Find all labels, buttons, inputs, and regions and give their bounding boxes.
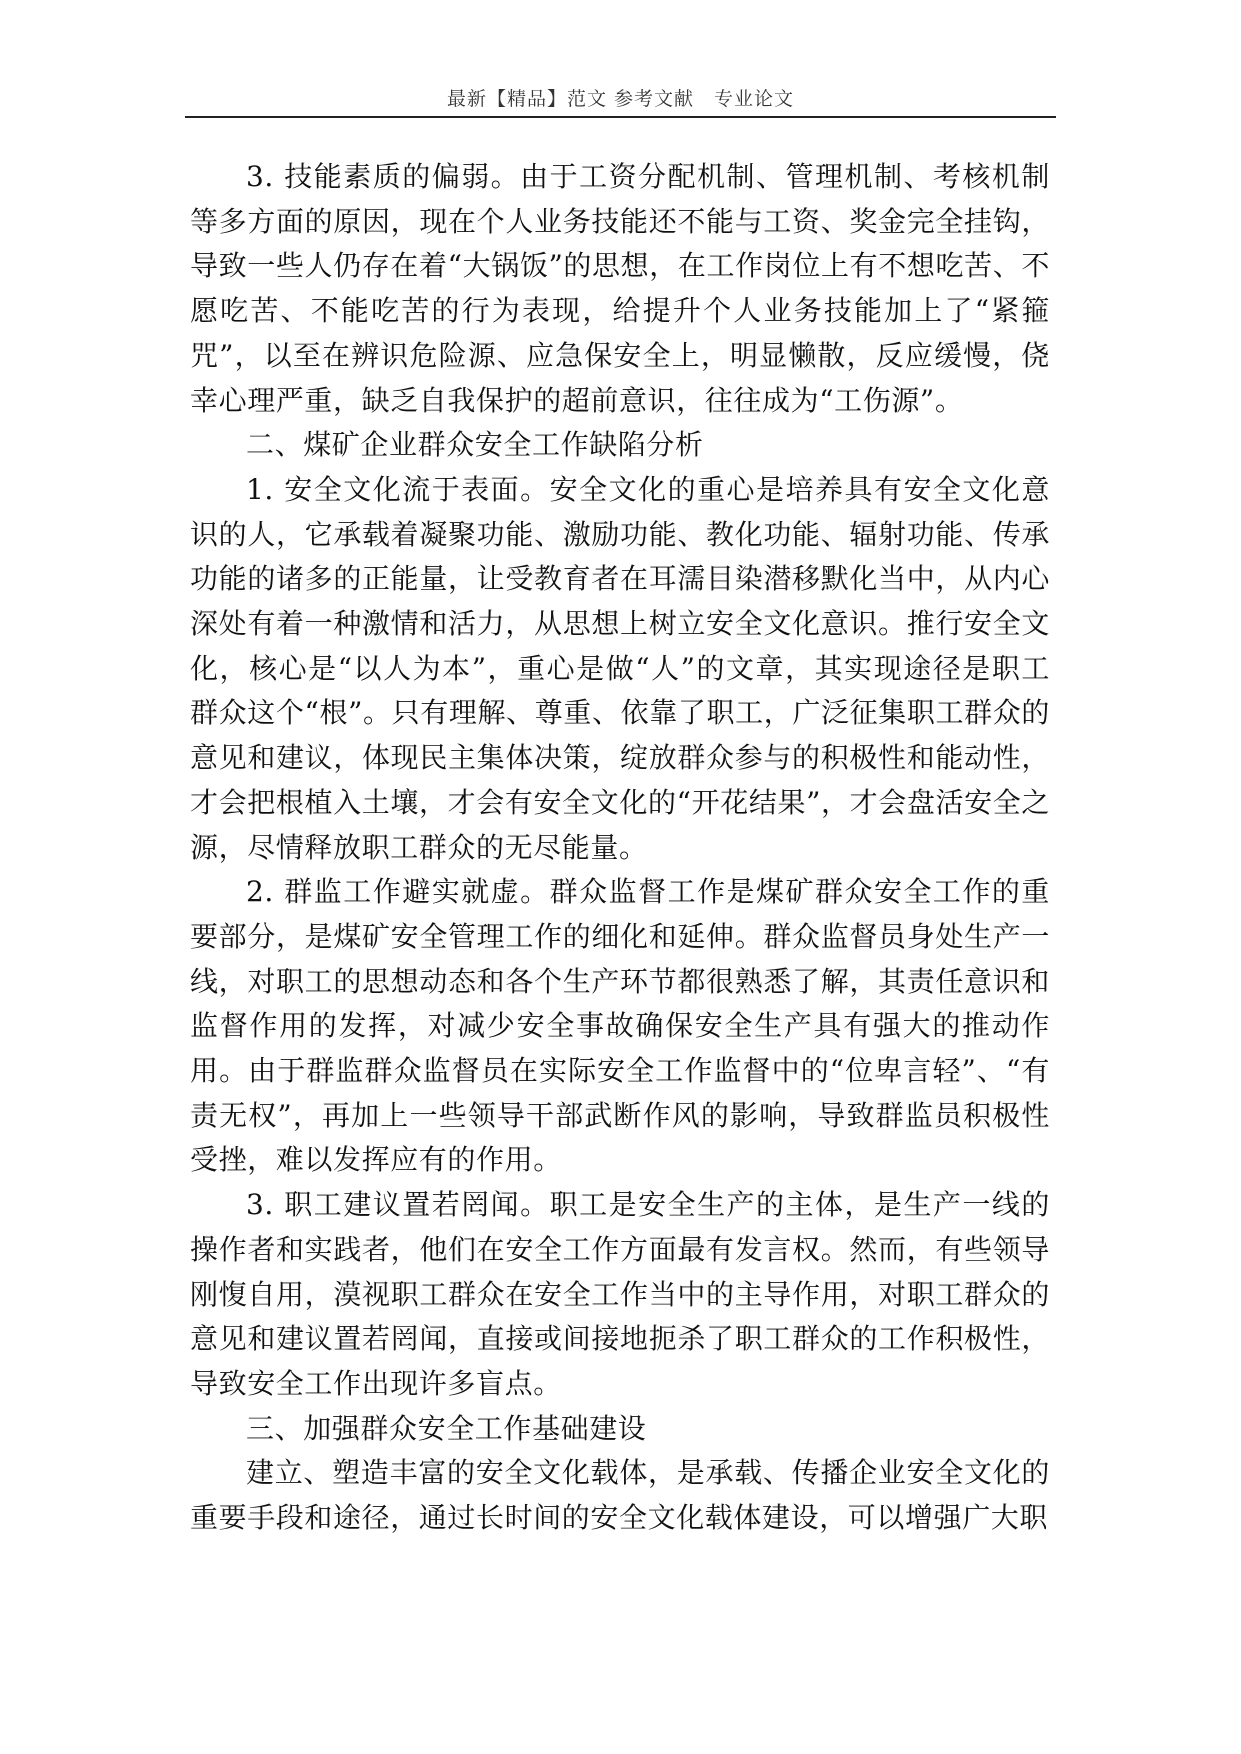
section-heading-2: 二、煤矿企业群众安全工作缺陷分析	[246, 428, 704, 462]
paragraph-worker-suggestions: 3. 职工建议置若罔闻。职工是安全生产的主体，是生产一线的操作者和实践者，他们在安全工作方面最有发言权。然而，有些领导刚愎自用，漠视职工群众在安全工作当中的主导作用，对职工群众的意见和建议置若罔闻，直接或间接地扼杀了职工群众的工作积极性，导致安全工作出现许多盲点。	[190, 1188, 1050, 1400]
page-header: 最新【精品】范文 参考文献 专业论文	[446, 88, 795, 110]
paragraph-supervision: 2. 群监工作避实就虚。群众监督工作是煤矿群众安全工作的重要部分，是煤矿安全管理工作的细化和延伸。群众监督员身处生产一线，对职工的思想动态和各个生产环节都很熟悉了解，其责任意识和监督作用的发挥，对减少安全事故确保安全生产具有强大的推动作用。由于群监群众监督员在实际安全工作监督中的“位卑言轻”、“有责无权”，再加上一些领导干部武断作风的影响，导致群监员积极性受挫，难以发挥应有的作用。	[190, 875, 1050, 1177]
document-body	[190, 155, 1050, 1541]
paragraph-culture-carrier: 建立、塑造丰富的安全文化载体，是承载、传播企业安全文化的重要手段和途径，通过长时间的安全文化载体建设，可以增强广大职	[190, 1456, 1050, 1535]
header-divider	[185, 116, 1056, 118]
paragraph-safety-culture: 1. 安全文化流于表面。安全文化的重心是培养具有安全文化意识的人，它承载着凝聚功能、激励功能、教化功能、辐射功能、传承功能的诸多的正能量，让受教育者在耳濡目染潜移默化当中，从内心深处有着一种激情和活力，从思想上树立安全文化意识。推行安全文化，核心是“以人为本”，重心是做“人”的文章，其实现途径是职工群众这个“根”。只有理解、尊重、依靠了职工，广泛征集职工群众的意见和建议，体现民主集体决策，绽放群众参与的积极性和能动性，才会把根植入土壤，才会有安全文化的“开花结果”，才会盘活安全之源，尽情释放职工群众的无尽能量。	[190, 472, 1050, 864]
section-heading-3: 三、加强群众安全工作基础建设	[246, 1411, 647, 1445]
paragraph-skill-quality: 3. 技能素质的偏弱。由于工资分配机制、管理机制、考核机制等多方面的原因，现在个人业务技能还不能与工资、奖金完全挂钩，导致一些人仍存在着“大锅饭”的思想，在工作岗位上有不想吃苦、不愿吃苦、不能吃苦的行为表现，给提升个人业务技能加上了“紧箍咒”，以至在辨识危险源、应急保安全上，明显懒散，反应缓慢，侥幸心理严重，缺乏自我保护的超前意识，往往成为“工伤源”。	[190, 160, 1050, 417]
